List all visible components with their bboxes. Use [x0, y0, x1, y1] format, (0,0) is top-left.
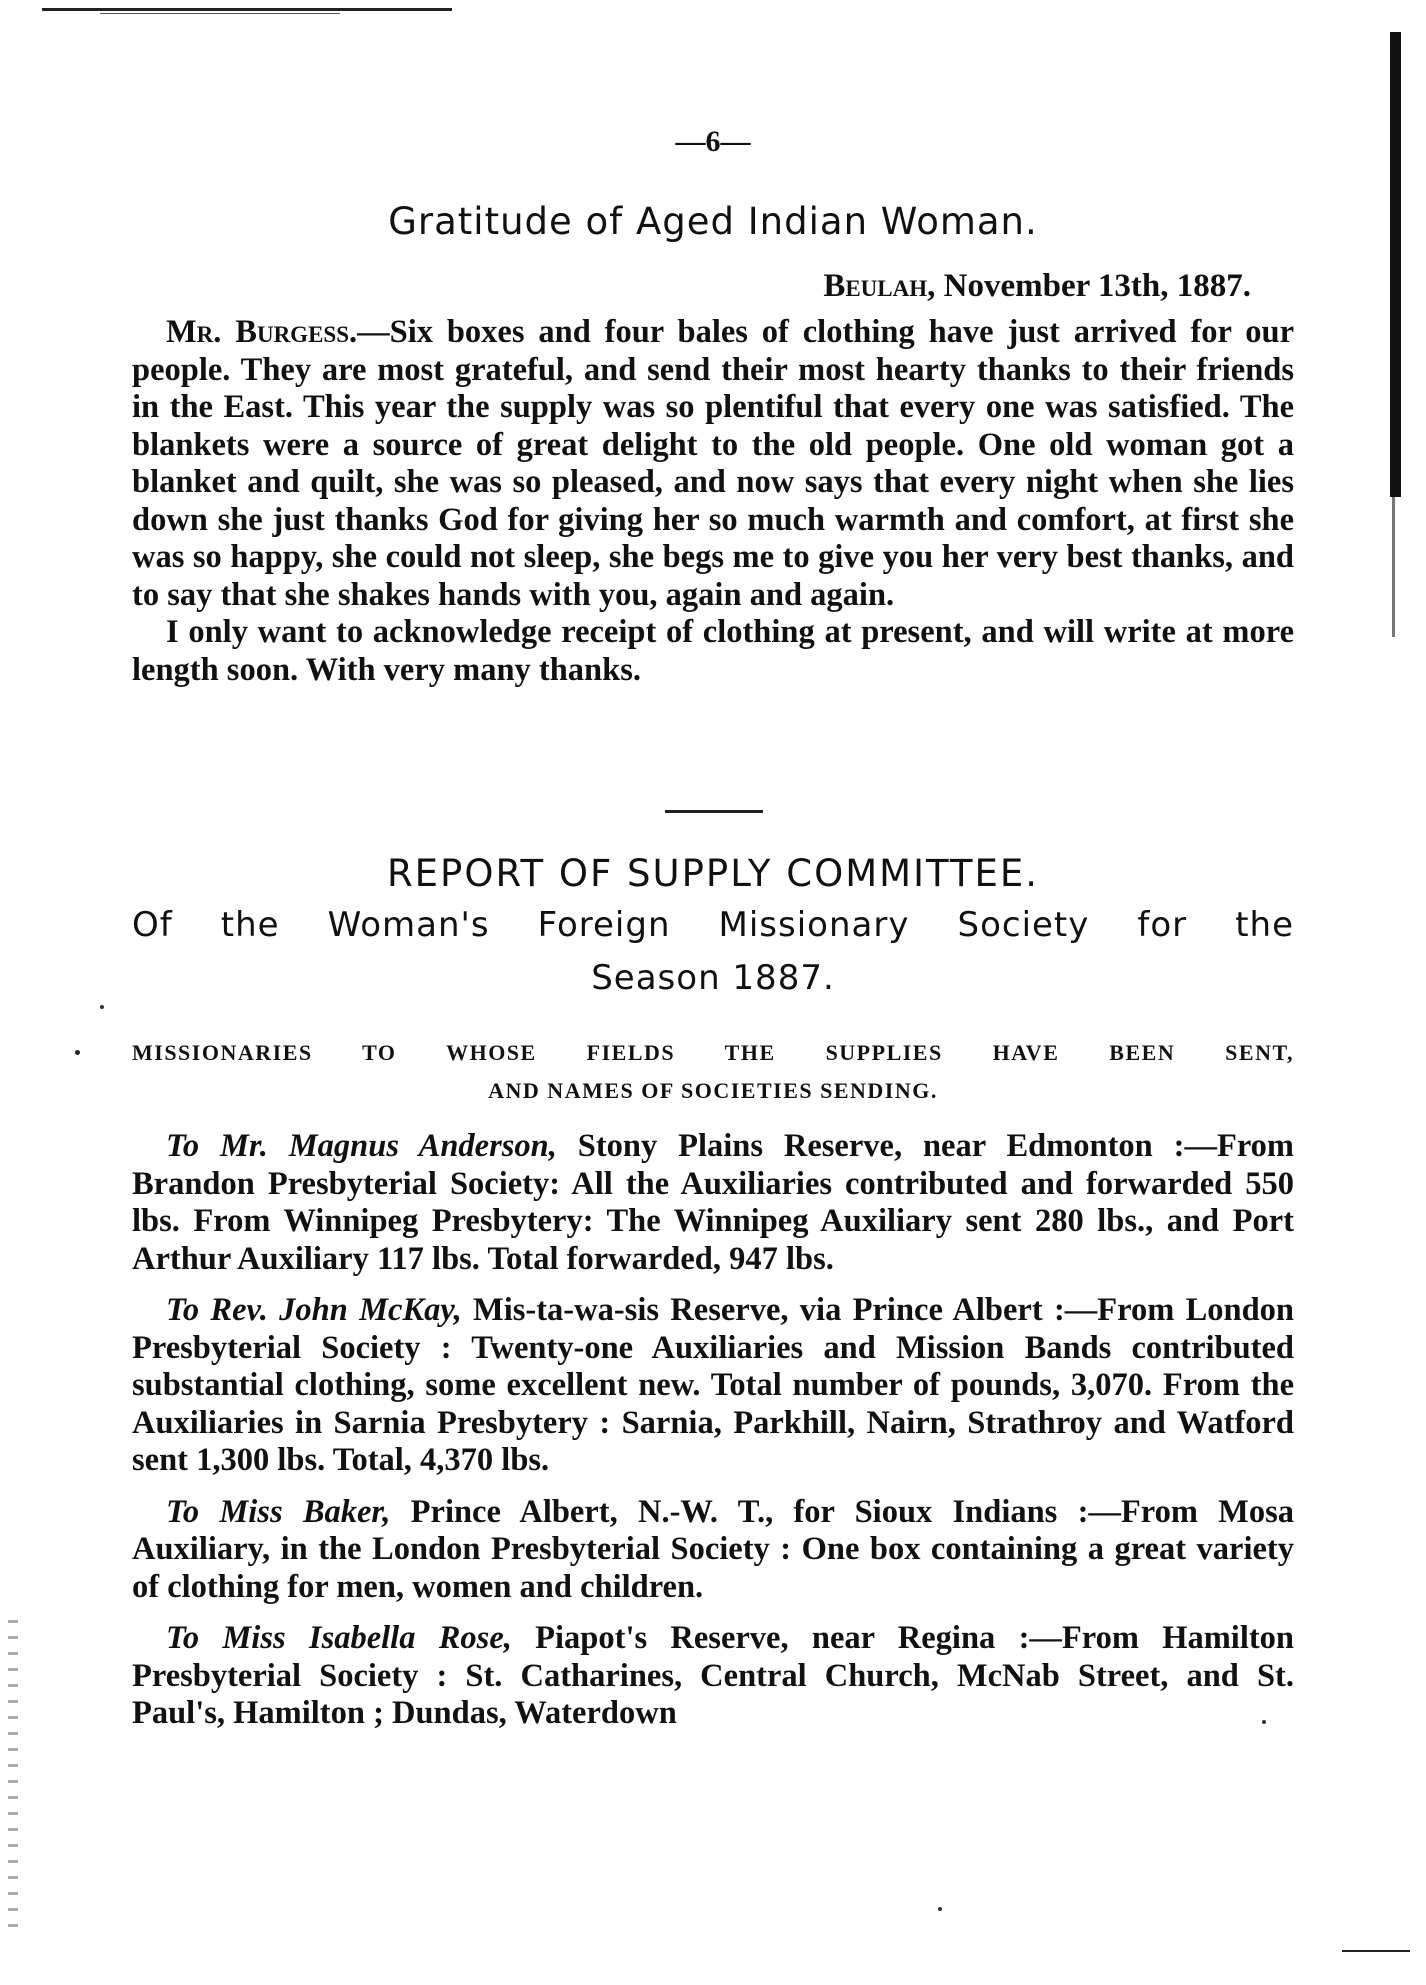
entry-recipient: To Miss Baker, [166, 1493, 391, 1530]
report-subtitle: Of the Woman's Foreign Missionary Society for the [132, 905, 1294, 945]
entry-recipient: To Miss Isabella Rose, [166, 1620, 512, 1656]
entry-text: Mis-ta-wa-sis Reserve, via Prince Albert :—From London Presbyterial Society : Twenty-one Auxiliaries and Mission Bands contributed substantial clothing, some excellent new. Total number of pounds, 3,070. From the Auxiliaries in Sarnia Presbytery : Sarnia, Parkhill, Nairn, Strathroy and Watford sent 1,300 lbs. Total, 4,370 lbs. [132, 1292, 1295, 1478]
scan-edge-rule-thin [100, 13, 340, 14]
report-season: Season 1887. [591, 958, 835, 998]
report-title: REPORT OF SUPPLY COMMITTEE. [386, 852, 1040, 895]
letter-body [132, 314, 1294, 689]
dateline-date: November 13th, 1887. [943, 268, 1251, 304]
report-entries [132, 1128, 1294, 1747]
scan-margin-bar [1390, 32, 1401, 497]
scan-edge-rule [42, 8, 452, 11]
entry-text: Piapot's Reserve, near Regina :—From Hamilton Presbyterial Society : St. Catharines, Central Church, McNab Street, and St. Paul's, Hamilton ; Dundas, Waterdown [132, 1620, 1294, 1731]
entry-recipient: To Mr. Magnus Anderson, [166, 1128, 557, 1164]
page-number: —6— [675, 125, 751, 158]
scan-margin-bar-thin [1392, 497, 1395, 637]
letter-paragraph-text: —Six boxes and four bales of clothing have just arrived for our people. They are most grateful, and send their most hearty thanks to their friends in the East. This year the supply was so plentiful that every one was satisfied. The blankets were a source of great delight to the old people. One old woman got a blanket and quilt, she was so pleased, and now says that every night when she lies down she just thanks God for giving her so much warmth and comfort, at first she was so happy, she could not sleep, she begs me to give you her very best thanks, and to say that she shakes hands with you, again and again. [132, 314, 1294, 613]
report-subheading: MISSIONARIES TO WHOSE FIELDS THE SUPPLIES HAVE BEEN SENT, [132, 1040, 1294, 1065]
letter-dateline [823, 268, 1251, 305]
stray-bullet [75, 1050, 80, 1055]
scan-bottom-rule [1342, 1950, 1410, 1952]
letter-title: Gratitude of Aged Indian Woman. [388, 200, 1038, 243]
letter-paragraph [132, 314, 1294, 614]
stray-mark [938, 1907, 942, 1911]
entry-recipient: To Rev. John McKay, [166, 1292, 462, 1328]
report-subheading-2: AND NAMES OF SOCIETIES SENDING. [488, 1078, 938, 1103]
entry-text: Prince Albert, N.-W. T., for Sioux Indians :—From Mosa Auxiliary, in the London Presbyterial Society : One box containing a great variety of clothing for men, women and children. [132, 1493, 1294, 1605]
report-entry [132, 1292, 1294, 1480]
section-divider [665, 810, 763, 813]
letter-salutation: Mr. Burgess. [166, 314, 358, 350]
report-entry [132, 1620, 1294, 1733]
report-entry [132, 1128, 1294, 1278]
dateline-place: Beulah, [823, 268, 936, 304]
report-entry [132, 1494, 1294, 1607]
scan-left-specks [8, 1620, 18, 1940]
letter-closing-paragraph: I only want to acknowledge receipt of clothing at present, and will write at more length soon. With very many thanks. [132, 614, 1294, 688]
stray-mark [100, 1005, 104, 1009]
entry-text: Stony Plains Reserve, near Edmonton :—From Brandon Presbyterial Society: All the Auxiliaries contributed and forwarded 550 lbs. From Winnipeg Presbytery: The Winnipeg Auxiliary sent 280 lbs., and Port Arthur Auxiliary 117 lbs. Total forwarded, 947 lbs. [132, 1128, 1294, 1277]
